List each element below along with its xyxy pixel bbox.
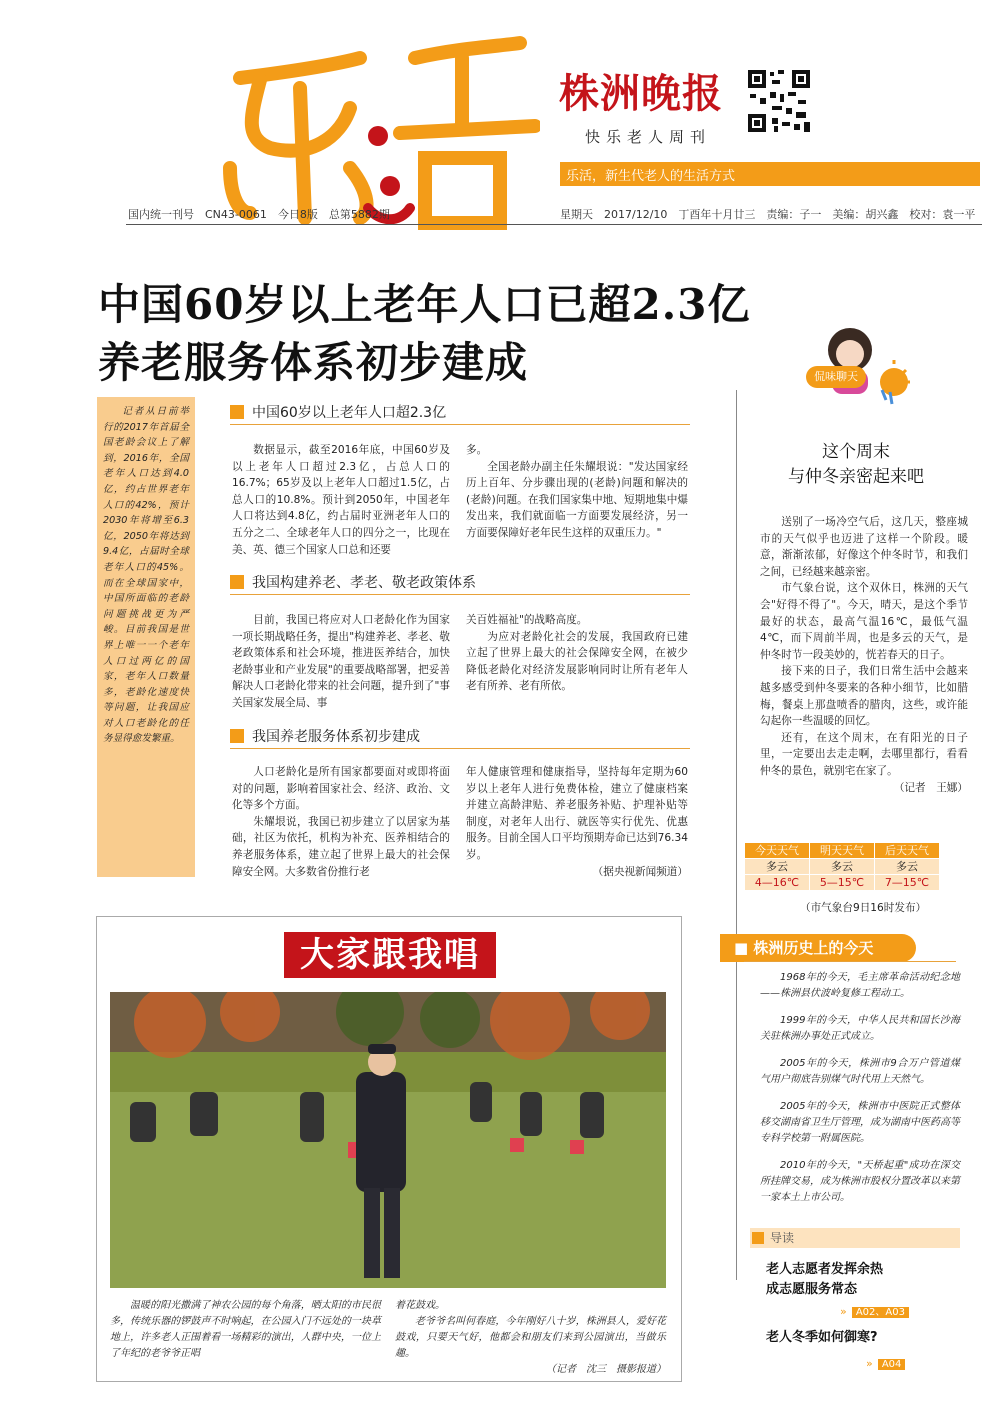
guide-page-tag-1[interactable]: » A02、A03 [840,1300,940,1314]
section-bullet-icon [230,575,244,589]
guide-page-tag-2[interactable]: » A04 [866,1352,926,1366]
section-bullet-icon [230,405,244,419]
history-item: 2010年的今天，"天桥起重"成功在深交所挂牌交易，成为株洲市股权分置改革以来第一家本土上市公司。 [760,1160,960,1203]
lead-sidebar-text: 记者从日前举行的2017年首届全国老龄会议上了解到，2016年，全国老年人口达到4.0亿，约占世界老年人口的42%，预计2030年将增至6.3亿，2050年将达到9.4亿，占届时全球老年人口的45%。而在全球国家中，中国所面临的老龄问题挑战更为严峻。目前我国是世界上唯一一个老年人口过两亿的国家，老年人口数量多，老龄化速度快等问题，让我国应对人口老龄化的任务显得愈发繁重。 [103,406,189,745]
weather-condition: 多云 [745,859,810,875]
weather-temp: 5—15℃ [810,875,875,891]
section-heading-1: 中国60岁以上老年人口超2.3亿 [230,402,446,424]
history-title: ■ 株洲历史上的今天 [720,934,916,962]
weather-condition: 多云 [875,859,940,875]
history-item: 2005年的今天，株洲市中医院正式整体移交湖南省卫生厅管理，成为湖南中医药高等专科学校第一附属医院。 [760,1101,960,1144]
weather-day: 今天天气 [745,843,810,859]
weather-condition: 多云 [810,859,875,875]
history-item: 1968年的今天，毛主席革命活动纪念地——株洲县伏波岭复修工程动工。 [760,972,960,999]
section2-col1: 目前，我国已将应对人口老龄化作为国家一项长期战略任务，提出"构建养老、孝老、敬老政策体系和社会环境，推进医养结合，加快老龄事业和产业发展"的重要战略部署，把妥善解决人口老龄化带来的社会问题，提升到了"事关国家发展全局、事 [232,614,450,709]
issue-meta-left: 国内统一刊号 CN43-0061 今日8版 总第5882期 [128,208,390,221]
guide-bullet-icon [752,1232,764,1244]
chevron-right-icon: » [840,1305,847,1318]
history-bullet-icon: ■ [734,939,754,957]
chat-badge: 侃味聊天 [806,366,866,388]
weather-day: 后天天气 [875,843,940,859]
photo-caption: 温暖的阳光撒满了神农公园的每个角落，晒太阳的市民很多，传统乐器的锣鼓声不时响起，在公园入门不远处的一块草地上，许多老人正围着看一场精彩的演出，人群中央，一位上了年纪的老爷爷正唱 着花鼓戏。 老爷爷名叫何春庭，今年刚好八十岁，株洲县人，爱好花鼓戏，只要天气好，他都会和朋友们来到公园演出，当做乐趣。 （记者 沈三 摄影报道） [110,1300,666,1375]
section-rule [230,594,690,595]
history-item: 2005年的今天，株洲市9合万户管道煤气用户彻底告别煤气时代用上天然气。 [760,1058,960,1085]
chat-body: 送别了一场冷空气后，这几天，整座城市的天气似乎也迈进了这样一个阶段。暖意，渐渐浓郁，好像这个仲冬时节，和我们之间，已经越来越亲密。 市气象台说，这个双休日，株洲的天气会"好得不得了"。今天，晴天，是这个季节最好的状态，最高气温16℃，最低气温4℃，而下周前半周，也是多云的天气，是仲冬时节一段美妙的，恍若春天的日子。 接下来的日子，我们日常生活中会越来越多感受到仲冬要来的各种小细节，比如腊梅，餐桌上那盘喷香的腊肉，这些，或许能勾起你一些温暖的回忆。 还有，在这个周末，在有阳光的日子里，一定要出去走走啊，去哪里都行，看看仲冬的景色，就别宅在家了。 （记者 王娜） [760,516,968,794]
history-item: 1999年的今天，中华人民共和国长沙海关驻株洲办事处正式成立。 [760,1015,960,1042]
history-rule [744,961,956,962]
weather-temp: 7—15℃ [875,875,940,891]
photo-feature-title: 大家跟我唱 [284,932,496,978]
weather-day: 明天天气 [810,843,875,859]
masthead-rule [126,224,982,225]
chat-column-border [736,390,737,1280]
issue-meta-right: 星期天 2017/12/10 丁酉年十月廿三 责编：子一 美编：胡兴鑫 校对：袁一平 [560,208,976,221]
weather-table [744,842,940,891]
section-rule [230,424,690,425]
qr-code-icon[interactable] [746,68,812,134]
headline-line2: 养老服务体系初步建成 [98,338,529,387]
weather-note: （市气象台9日16时发布） [800,902,927,914]
chevron-right-icon: » [866,1357,873,1370]
section3-col1: 人口老龄化是所有国家都要面对或即将面对的问题，影响着国家社会、经济、政治、文化等多个方面。 朱耀垠说，我国已初步建立了以居家为基础，社区为依托，机构为补充、医养相结合的养老服务体系，建立起了世界上最大的社会保障安全网。大多数省份推行老 [232,766,450,878]
headline-line1: 中国60岁以上老年人口已超2.3亿 [98,280,751,329]
weather-temp: 4—16℃ [745,875,810,891]
slogan: 乐活，新生代老人的生活方式 [566,169,736,184]
guide-item-2[interactable]: 老人冬季如何御寒? [766,1330,878,1345]
section1-col2: 多。 全国老龄办副主任朱耀垠说："发达国家经历上百年、分步骤出现的(老龄)问题和解决的(老龄)问题。在我们国家集中地、短期地集中爆发出来，我们就面临一方面要发展经济，另一方面要保障好老年民生这样的双重压力。" [466,444,688,539]
section-rule [230,748,690,749]
guide-header: 导读 [750,1228,960,1248]
guide-item-1[interactable]: 老人志愿者发挥余热 成志愿服务常态 [766,1262,884,1297]
history-list [760,970,960,1217]
section-bullet-icon [230,729,244,743]
section2-col2: 关百姓福祉"的战略高度。 为应对老龄化社会的发展，我国政府已建立起了世界上最大的社会保障安全网，在被少降低老龄化对经济发展影响同时让所有老年人老有所养、老有所依。 [466,614,688,693]
paper-name: 株洲晚报 [559,70,723,117]
paper-subtitle: 快乐老人周刊 [584,128,711,146]
park-performance-photo [110,992,666,1288]
section1-col1: 数据显示，截至2016年底，中国60岁及以上老年人口超过2.3亿，占总人口的16.7%；65岁及以上老年人口超过1.5亿，占总人口的10.8%。预计到2050年，中国老年人口将达到4.8亿，约占届时亚洲老年人口的五分之二、全球老年人口的四分之一，比现在美、英、德三个国家人口总和还要 [232,444,450,556]
section3-col2: 年人健康管理和健康指导，坚持每年定期为60岁以上老年人进行免费体检，建立了健康档案并建立高龄津贴、养老服务补贴、护理补贴等制度，对老年人出行、就医等实行优先、优惠服务。目前全国人口平均预期寿命已达到76.34岁。 （据央视新闻频道） [466,766,688,878]
chat-title: 这个周末 与仲冬亲密起来吧 [788,442,924,487]
section-heading-3: 我国养老服务体系初步建成 [230,726,420,748]
section-heading-2: 我国构建养老、孝老、敬老政策体系 [230,572,476,594]
